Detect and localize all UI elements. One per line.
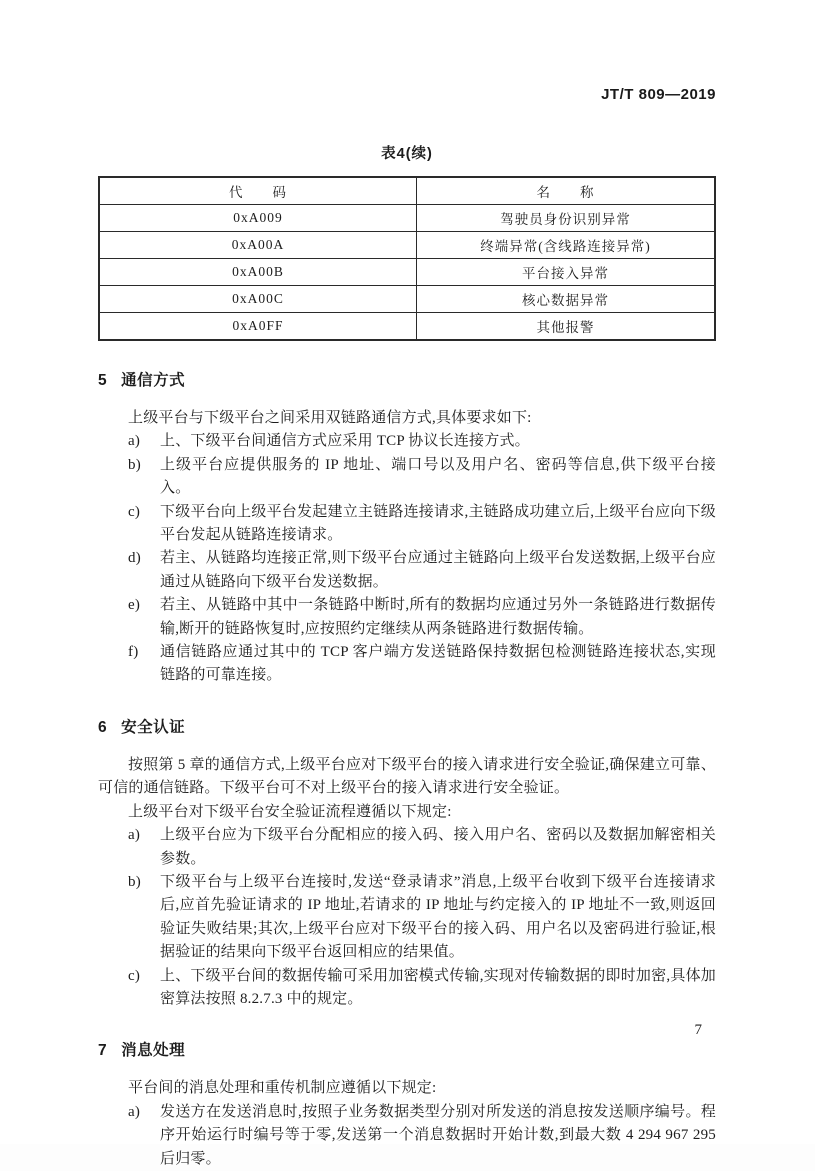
paragraph: 按照第 5 章的通信方式,上级平台应对下级平台的接入请求进行安全验证,确保建立可靠、可信的通信链路。下级平台可不对上级平台的接入请求进行安全验证。: [98, 756, 716, 797]
paragraph: 平台间的消息处理和重传机制应遵循以下规定:: [128, 1080, 437, 1097]
paragraph: 上级平台与下级平台之间采用双链路通信方式,具体要求如下:: [128, 410, 532, 426]
section-heading: [98, 715, 716, 737]
item-label: b): [128, 456, 141, 473]
table-caption: 表4(续): [381, 146, 433, 162]
list-item: [98, 501, 716, 548]
name-cell: 核心数据异常: [417, 286, 716, 313]
name-cell: 终端异常(含线路连接异常): [417, 232, 716, 259]
alarm-code-table: [98, 176, 716, 341]
item-text: 上、下级平台间的数据传输可采用加密模式传输,实现对传输数据的即时加密,具体加密算法按照 8.2.7.3 中的规定。: [160, 967, 716, 1007]
code-cell: 0xA0FF: [99, 313, 417, 341]
requirement-list: [98, 824, 716, 1011]
code-cell: 0xA00B: [99, 259, 417, 286]
table-row: [99, 286, 715, 313]
section-heading: [98, 368, 716, 390]
item-label: a): [128, 827, 141, 844]
document-code-header: JT/T 809—2019: [601, 86, 716, 103]
list-item: [98, 547, 716, 594]
item-label: a): [128, 433, 141, 450]
section-title: 通信方式: [121, 372, 186, 389]
name-cell: 驾驶员身份识别异常: [417, 205, 716, 232]
section-communication-mode: [98, 368, 716, 688]
section-title: 消息处理: [121, 1042, 186, 1060]
item-label: c): [128, 967, 141, 984]
code-cell: 0xA00A: [99, 232, 417, 259]
section-number: 7: [98, 1042, 108, 1060]
table-row: [99, 313, 715, 341]
item-text: 下级平台与上级平台连接时,发送“登录请求”消息,上级平台收到下级平台连接请求后,应首先验证请求的 IP 地址,若请求的 IP 地址与约定接入的 IP 地址不一致,则返回验证失败结果;其次,上级平台应对下级平台的接入码、用户名以及密码进行验证,根据验证的结果向下级平台返回相应的结果值。: [160, 873, 716, 961]
column-header-code: 代 码: [99, 177, 417, 205]
table-row: [99, 259, 715, 286]
item-label: b): [128, 873, 141, 890]
item-label: a): [128, 1103, 141, 1120]
paragraph: 上级平台对下级平台安全验证流程遵循以下规定:: [128, 803, 452, 820]
section-title: 安全认证: [121, 718, 186, 736]
item-text: 上级平台应为下级平台分配相应的接入码、接入用户名、密码以及数据加解密相关参数。: [160, 827, 716, 867]
list-item: [98, 871, 716, 965]
list-item: [98, 454, 716, 501]
item-text: 发送方在发送消息时,按照子业务数据类型分别对所发送的消息按发送顺序编号。程序开始运行时编号等于零,发送第一个消息数据时开始计数,到最大数 4 294 967 295 后归零。: [160, 1103, 716, 1167]
page-number: 7: [694, 1022, 702, 1038]
item-text: 若主、从链路中其中一条链路中断时,所有的数据均应通过另外一条链路进行数据传输,断开的链路恢复时,应按照约定继续从两条链路进行数据传输。: [160, 597, 716, 637]
requirement-list: [98, 1101, 716, 1171]
list-item: [98, 430, 716, 453]
list-item: [98, 1101, 716, 1171]
item-label: e): [128, 597, 141, 614]
item-text: 上、下级平台间通信方式应采用 TCP 协议长连接方式。: [160, 433, 530, 450]
section-message-processing: [98, 1038, 716, 1171]
code-cell: 0xA00C: [99, 286, 417, 313]
item-text: 上级平台应提供服务的 IP 地址、端口号以及用户名、密码等信息,供下级平台接入。: [160, 456, 716, 497]
list-item: [98, 965, 716, 1012]
code-cell: 0xA009: [99, 205, 417, 232]
table-header-row: [99, 177, 715, 205]
name-cell: 其他报警: [417, 313, 716, 341]
list-item: [98, 594, 716, 641]
name-cell: 平台接入异常: [417, 259, 716, 286]
item-text: 若主、从链路均连接正常,则下级平台应通过主链路向上级平台发送数据,上级平台应通过从链路向下级平台发送数据。: [160, 550, 716, 590]
table-row: [99, 205, 715, 232]
requirement-list: [98, 430, 716, 687]
section-security-authentication: [98, 715, 716, 1011]
section-heading: [98, 1038, 716, 1060]
column-header-name: 名 称: [417, 177, 716, 205]
list-item: [98, 641, 716, 688]
table-row: [99, 232, 715, 259]
section-number: 6: [98, 718, 108, 736]
list-item: [98, 824, 716, 871]
page-content: [98, 142, 716, 1171]
item-text: 通信链路应通过其中的 TCP 客户端方发送链路保持数据包检测链路连接状态,实现链路的可靠连接。: [160, 644, 716, 684]
item-text: 下级平台向上级平台发起建立主链路连接请求,主链路成功建立后,上级平台应向下级平台发起从链路连接请求。: [160, 503, 716, 544]
item-label: d): [128, 550, 141, 567]
item-label: f): [128, 644, 139, 661]
item-label: c): [128, 503, 141, 520]
section-number: 5: [98, 372, 108, 389]
